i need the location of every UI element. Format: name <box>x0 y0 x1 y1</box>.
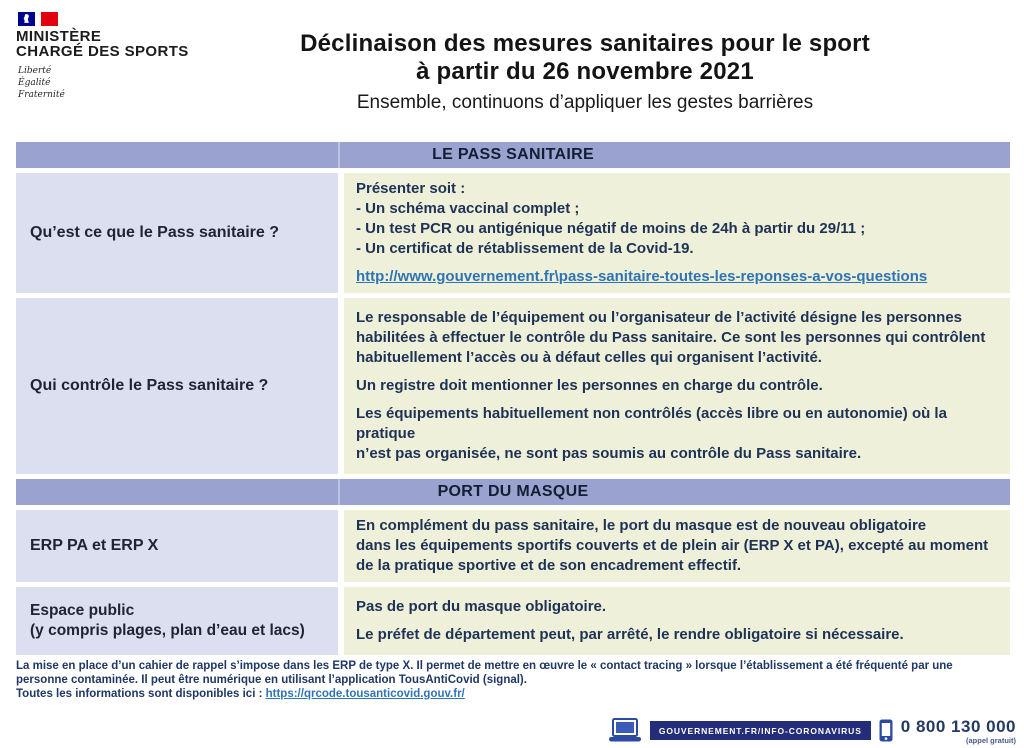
ministry-name-line2: CHARGÉ DES SPORTS <box>16 43 189 60</box>
content-line: de la pratique sportive et de son encadrement effectif. <box>356 557 742 574</box>
motto-fraternite: Fraternité <box>18 90 65 100</box>
laptop-icon <box>608 718 642 743</box>
content-line: Le préfet de département peut, par arrêté, le rendre obligatoire si nécessaire. <box>356 626 904 643</box>
row-content <box>344 173 1010 293</box>
row-content <box>344 298 1010 474</box>
table-row-espace-public <box>16 587 1010 655</box>
content-line: Présenter soit : <box>356 180 466 197</box>
content-line: n’est pas organisée, ne sont pas soumis au contrôle du Pass sanitaire. <box>356 445 862 462</box>
section-header-port-du-masque: PORT DU MASQUE <box>16 479 1010 505</box>
row-label-text: ERP PA et ERP X <box>30 537 159 554</box>
row-label <box>16 173 338 293</box>
page-subtitle: Ensemble, continuons d’appliquer les gestes barrières <box>356 92 814 113</box>
ministry-name-line1: MINISTÈRE <box>16 28 102 45</box>
content-paragraph <box>356 625 998 645</box>
content-paragraph <box>356 597 998 617</box>
motto-liberte: Liberté <box>18 66 52 76</box>
row-label-text: (y compris plages, plan d’eau et lacs) <box>30 622 305 639</box>
content-paragraph <box>356 308 998 368</box>
table-row-pass-control <box>16 298 1010 474</box>
phone-note: (appel gratuit) <box>966 735 1016 745</box>
row-label <box>16 298 338 474</box>
content-line: dans les équipements sportifs couverts et de plein air (ERP X et PA), excepté au moment <box>356 537 989 554</box>
flag-red-icon <box>41 12 58 26</box>
motto-egalite: Égalité <box>18 78 51 88</box>
content-line: Pas de port du masque obligatoire. <box>356 598 607 615</box>
content-paragraph <box>356 376 998 396</box>
footnote-line: personne contaminée. Il peut être numérique en utilisant l’application TousAntiCovid (signal). <box>16 674 527 686</box>
footnote-link-intro: Toutes les informations sont disponibles ici : <box>16 688 266 700</box>
gov-info-banner <box>608 718 1016 745</box>
footnote <box>16 659 1012 701</box>
page-title-line2: à partir du 26 novembre 2021 <box>416 58 754 85</box>
gov-info-site: GOUVERNEMENT.FR/INFO-CORONAVIRUS <box>650 721 871 740</box>
content-line: - Un test PCR ou antigénique négatif de moins de 24h à partir du 29/11 ; <box>356 220 866 237</box>
row-label-text: Qu’est ce que le Pass sanitaire ? <box>30 224 279 241</box>
row-content <box>344 587 1010 655</box>
marianne-blue-icon <box>18 12 35 26</box>
row-label-text: Espace public <box>30 602 135 619</box>
phone-info <box>901 718 1016 745</box>
content-paragraph <box>356 404 998 464</box>
content-line: - Un schéma vaccinal complet ; <box>356 200 580 217</box>
content-line: Un registre doit mentionner les personnes en charge du contrôle. <box>356 377 823 394</box>
phone-number: 0 800 130 000 <box>900 716 1016 736</box>
table-row-erp <box>16 510 1010 582</box>
content-line: En complément du pass sanitaire, le port du masque est de nouveau obligatoire <box>356 517 927 534</box>
row-label-text: Qui contrôle le Pass sanitaire ? <box>30 377 269 394</box>
row-label <box>16 510 338 582</box>
smartphone-icon <box>879 719 893 742</box>
footnote-line: La mise en place d’un cahier de rappel s’impose dans les ERP de type X. Il permet de mettre en œuvre le « contact tracing » lorsque l’établissement a été fréquenté par une <box>16 660 953 672</box>
page-title-line1: Déclinaison des mesures sanitaires pour le sport <box>300 30 870 57</box>
row-content <box>344 510 1010 582</box>
table-row-pass-definition <box>16 173 1010 293</box>
content-line: habilitées à effectuer le contrôle du Pass sanitaire. Ce sont les personnes qui contrôlent <box>356 329 986 346</box>
content-line: Le responsable de l’équipement ou l’organisateur de l’activité désigne les personnes <box>356 309 963 326</box>
content-line: - Un certificat de rétablissement de la Covid-19. <box>356 240 694 257</box>
pass-sanitaire-faq-link[interactable]: http://www.gouvernement.fr\pass-sanitaire-toutes-les-reponses-a-vos-questions <box>356 268 928 285</box>
french-flag-icon <box>18 12 256 26</box>
row-label <box>16 587 338 655</box>
section-header-pass-sanitaire: LE PASS SANITAIRE <box>16 142 1010 168</box>
tousanticovid-qrcode-link[interactable]: https://qrcode.tousanticovid.gouv.fr/ <box>265 688 465 700</box>
page-title <box>150 30 1020 86</box>
content-line: Les équipements habituellement non contrôlés (accès libre ou en autonomie) où la pratique <box>356 405 947 442</box>
measures-table <box>16 142 1010 660</box>
content-line: habituellement l’accès ou à défaut celles qui organisent l’activité. <box>356 349 822 366</box>
header <box>150 30 1020 114</box>
